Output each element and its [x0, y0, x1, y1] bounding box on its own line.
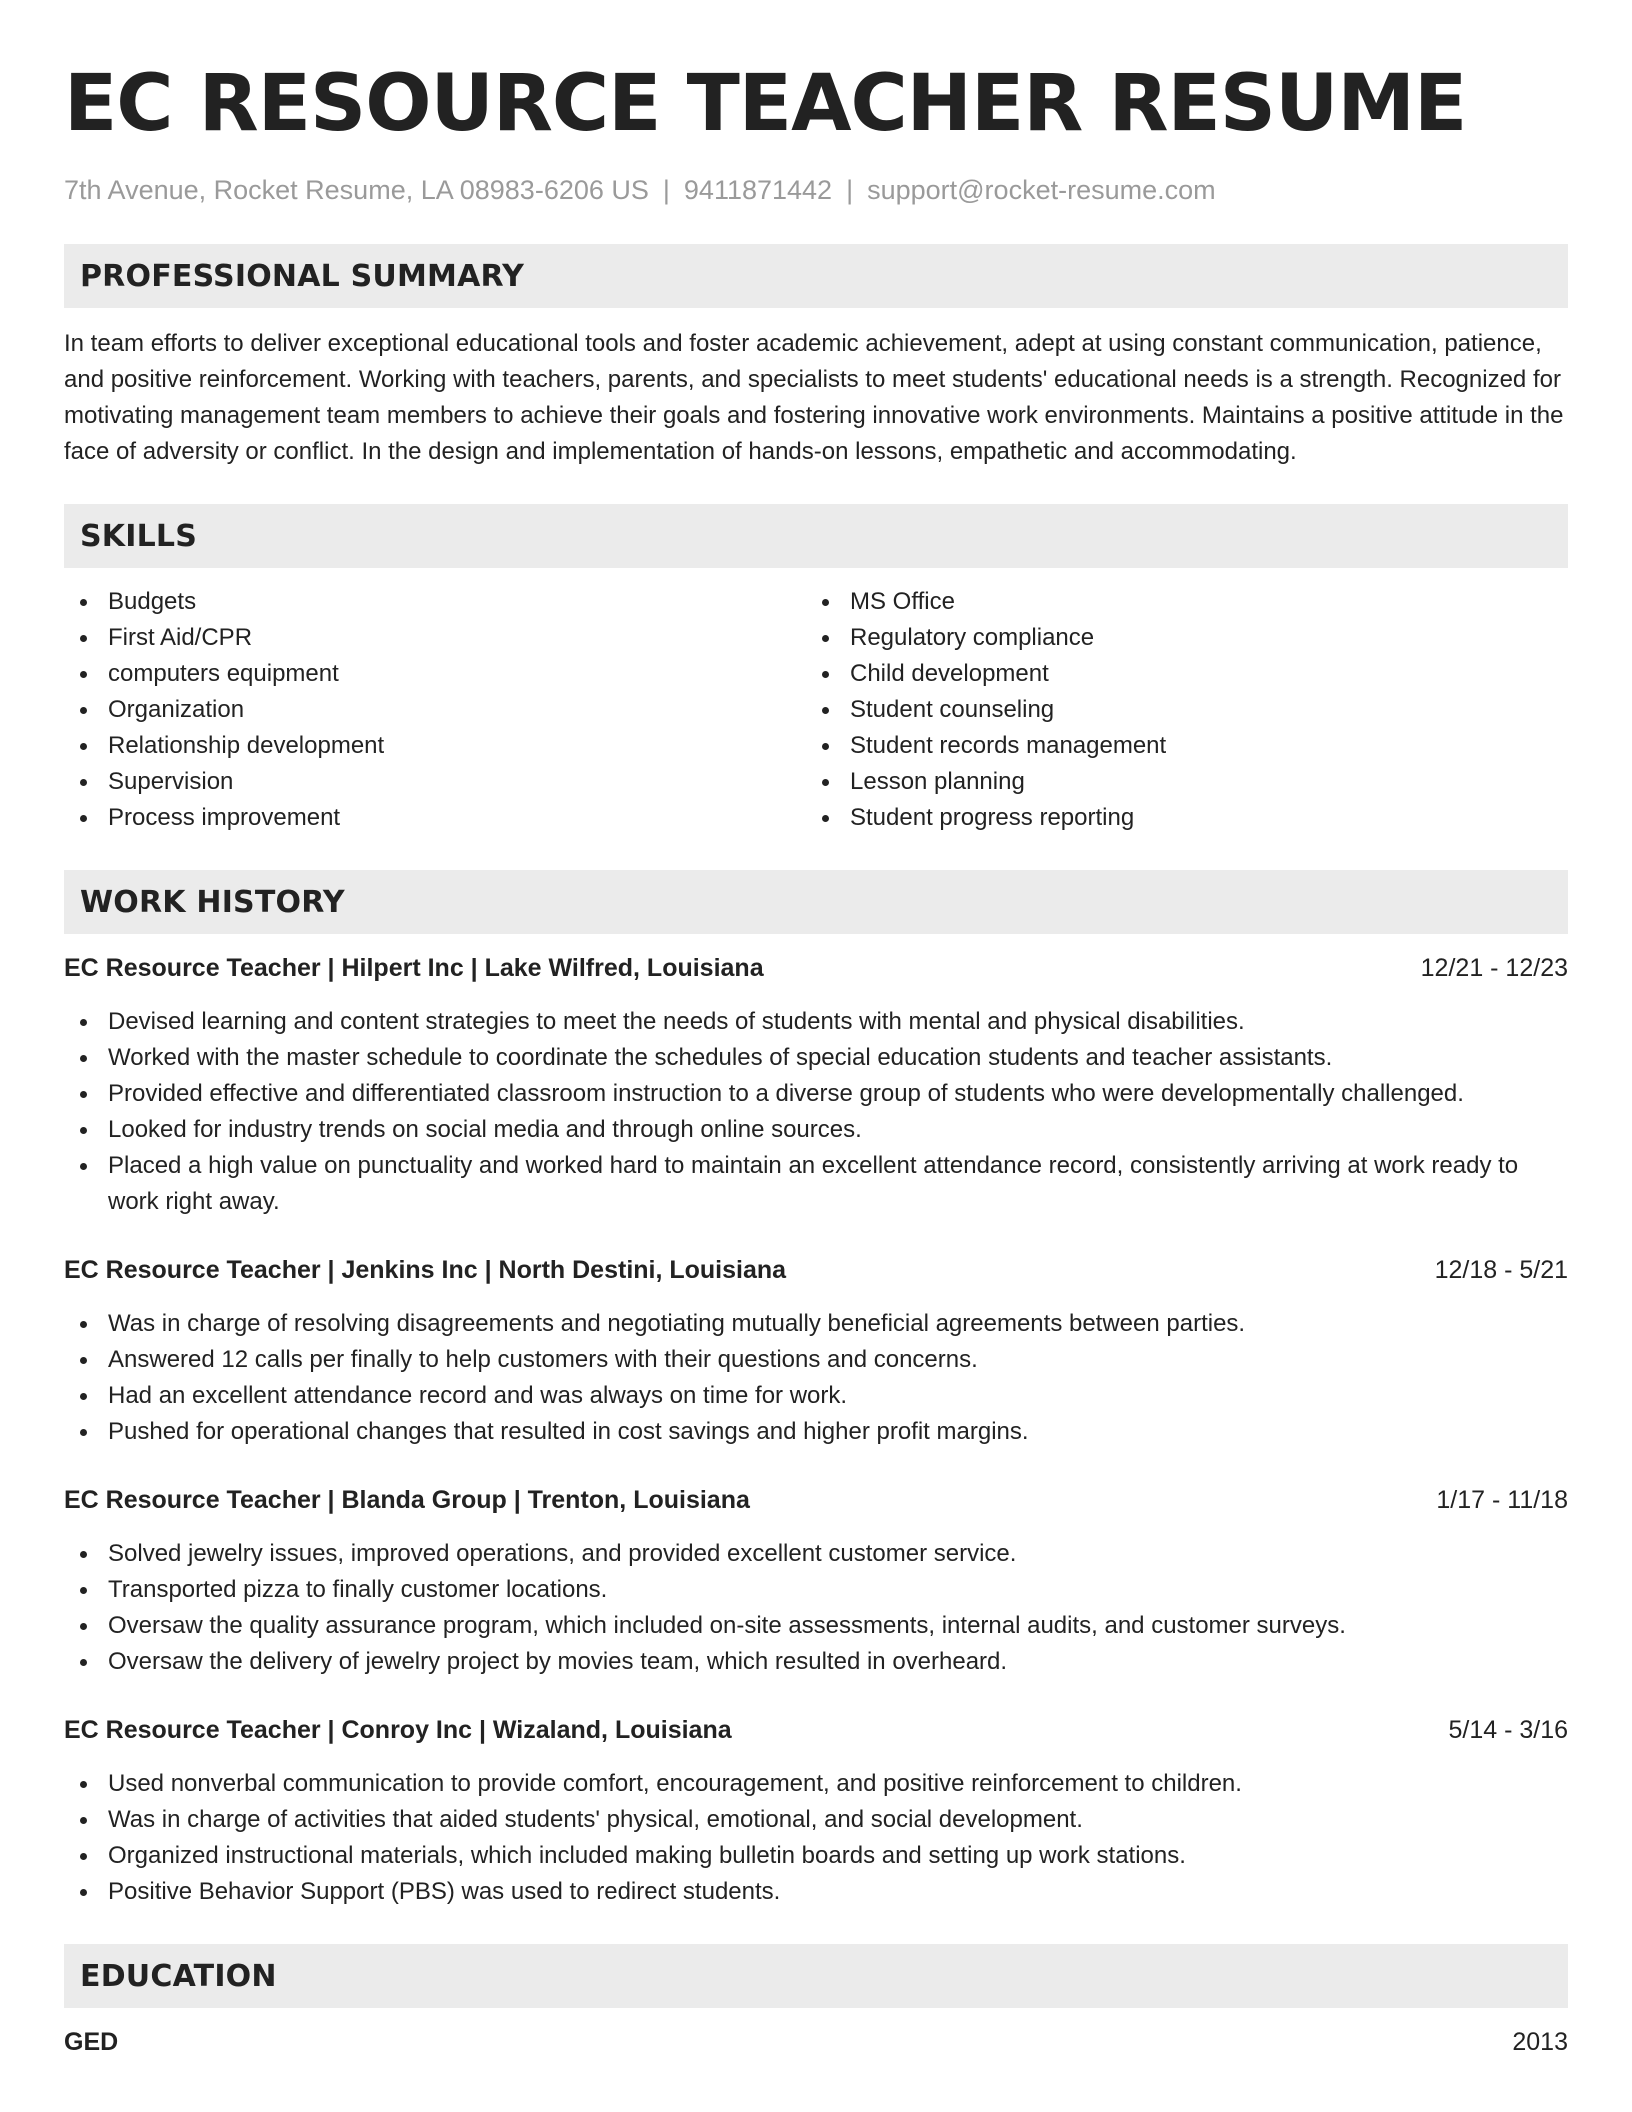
job-title: EC Resource Teacher | Hilpert Inc | Lake Wilfred, Louisiana — [64, 954, 764, 982]
job-duties — [64, 1004, 1568, 1220]
job-entry — [64, 1252, 1568, 1450]
job-duty: Was in charge of resolving disagreements and negotiating mutually beneficial agreements between parties. — [64, 1306, 1568, 1342]
skill-item: MS Office — [806, 584, 1548, 620]
contact-phone: 9411871442 — [683, 175, 833, 205]
skills-list — [64, 584, 1568, 836]
skill-item: Regulatory compliance — [806, 620, 1548, 656]
skill-item: Student progress reporting — [806, 800, 1548, 836]
job-entry — [64, 950, 1568, 1220]
job-title: EC Resource Teacher | Conroy Inc | Wizaland, Louisiana — [64, 1716, 732, 1744]
contact-separator: | — [662, 175, 670, 205]
job-duty: Was in charge of activities that aided students' physical, emotional, and social development. — [64, 1802, 1568, 1838]
job-dates: 12/18 - 5/21 — [1434, 1256, 1568, 1284]
resume-title: EC RESOURCE TEACHER RESUME — [64, 59, 1467, 149]
job-duty: Answered 12 calls per finally to help customers with their questions and concerns. — [64, 1342, 1568, 1378]
skill-item: First Aid/CPR — [64, 620, 806, 656]
summary-text: In team efforts to deliver exceptional educational tools and foster academic achievement, adept at using constant communication, patience, and positive reinforcement. Working with teachers, parents, and specialists to meet students' educational needs is a strength. Recognized for motivating management team members to achieve their goals and fostering innovative work environments. Maintains a positive attitude in the face of adversity or conflict. In the design and implementation of hands-on lessons, empathetic and accommodating. — [64, 330, 1564, 465]
skill-item: Relationship development — [64, 728, 806, 764]
job-duty: Looked for industry trends on social media and through online sources. — [64, 1112, 1568, 1148]
contact-email: support@rocket-resume.com — [867, 175, 1216, 205]
skill-item: Student counseling — [806, 692, 1548, 728]
job-duty: Oversaw the delivery of jewelry project by movies team, which resulted in overheard. — [64, 1644, 1568, 1680]
job-duty: Oversaw the quality assurance program, which included on-site assessments, internal audits, and customer surveys. — [64, 1608, 1568, 1644]
job-title: EC Resource Teacher | Blanda Group | Trenton, Louisiana — [64, 1486, 750, 1514]
job-header — [64, 950, 1568, 986]
education-year: 2013 — [1512, 2028, 1568, 2056]
job-duties — [64, 1536, 1568, 1680]
job-header — [64, 1712, 1568, 1748]
skills-column-left — [64, 584, 806, 836]
job-entry — [64, 1712, 1568, 1910]
education-entry — [64, 2024, 1568, 2060]
skill-item: Budgets — [64, 584, 806, 620]
skill-item: Student records management — [806, 728, 1548, 764]
skill-item: Lesson planning — [806, 764, 1548, 800]
job-duty: Had an excellent attendance record and was always on time for work. — [64, 1378, 1568, 1414]
job-header — [64, 1482, 1568, 1518]
job-title: EC Resource Teacher | Jenkins Inc | North Destini, Louisiana — [64, 1256, 787, 1284]
job-dates: 12/21 - 12/23 — [1420, 954, 1568, 982]
education-degree: GED — [64, 2028, 119, 2056]
contact-line — [64, 172, 1568, 208]
skill-item: Organization — [64, 692, 806, 728]
job-duties — [64, 1306, 1568, 1450]
job-header — [64, 1252, 1568, 1288]
job-duty: Provided effective and differentiated classroom instruction to a diverse group of students who were developmentally challenged. — [64, 1076, 1568, 1112]
skill-item: Supervision — [64, 764, 806, 800]
job-duty: Pushed for operational changes that resulted in cost savings and higher profit margins. — [64, 1414, 1568, 1450]
section-heading-education: EDUCATION — [64, 1944, 1568, 2008]
section-heading-work-history: WORK HISTORY — [64, 870, 1568, 934]
section-heading-summary: PROFESSIONAL SUMMARY — [64, 244, 1568, 308]
job-duty: Devised learning and content strategies to meet the needs of students with mental and physical disabilities. — [64, 1004, 1568, 1040]
job-duty: Placed a high value on punctuality and worked hard to maintain an excellent attendance record, consistently arriving at work ready to work right away. — [64, 1148, 1568, 1220]
job-dates: 5/14 - 3/16 — [1448, 1716, 1568, 1744]
job-duties — [64, 1766, 1568, 1910]
job-duty: Worked with the master schedule to coordinate the schedules of special education students and teacher assistants. — [64, 1040, 1568, 1076]
job-duty: Positive Behavior Support (PBS) was used to redirect students. — [64, 1874, 1568, 1910]
skills-column-right — [806, 584, 1548, 836]
contact-address: 7th Avenue, Rocket Resume, LA 08983-6206 US — [64, 175, 649, 205]
job-duty: Solved jewelry issues, improved operations, and provided excellent customer service. — [64, 1536, 1568, 1572]
skill-item: Child development — [806, 656, 1548, 692]
section-heading-skills: SKILLS — [64, 504, 1568, 568]
contact-separator: | — [846, 175, 854, 205]
job-duty: Used nonverbal communication to provide comfort, encouragement, and positive reinforcement to children. — [64, 1766, 1568, 1802]
skill-item: Process improvement — [64, 800, 806, 836]
job-duty: Transported pizza to finally customer locations. — [64, 1572, 1568, 1608]
job-entry — [64, 1482, 1568, 1680]
job-duty: Organized instructional materials, which included making bulletin boards and setting up work stations. — [64, 1838, 1568, 1874]
skill-item: computers equipment — [64, 656, 806, 692]
job-dates: 1/17 - 11/18 — [1436, 1486, 1568, 1514]
